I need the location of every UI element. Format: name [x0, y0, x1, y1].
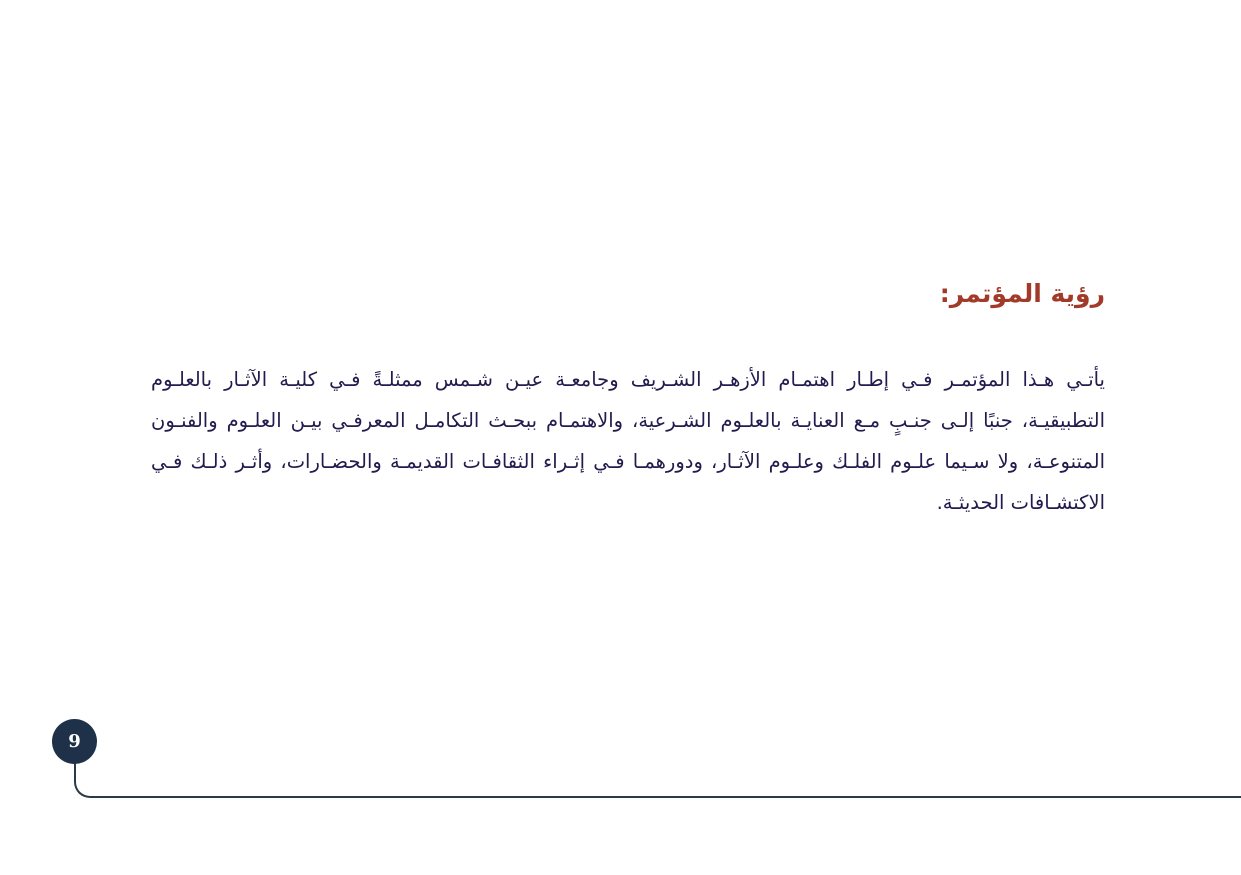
- page-number: 9: [68, 730, 81, 752]
- footer-rule: [74, 760, 1241, 798]
- page-number-badge: [52, 719, 97, 764]
- section-paragraph: يأتـي هـذا المؤتمـر فـي إطـار اهتمـام الأزهـر الشـريف وجامعـة عيـن شـمس ممثلـةً فـي كليـة الآثـار بالعلـوم التطبيقيـة، جنبًا إلـى جنـبٍ مـع العنايـة بالعلـوم الشـرعية، والاهتمـام ببحـث التكامـل المعرفـي بيـن العلـوم والفنـون المتنوعـة، ولا سـيما علـوم الفلـك وعلـوم الآثـار، ودورهمـا فـي إثـراء الثقافـات القديمـة والحضـارات، وأثـر ذلـك فـي الاكتشـافات الحديثـة.: [151, 368, 1105, 514]
- section-heading: رؤية المؤتمر:: [939, 279, 1105, 308]
